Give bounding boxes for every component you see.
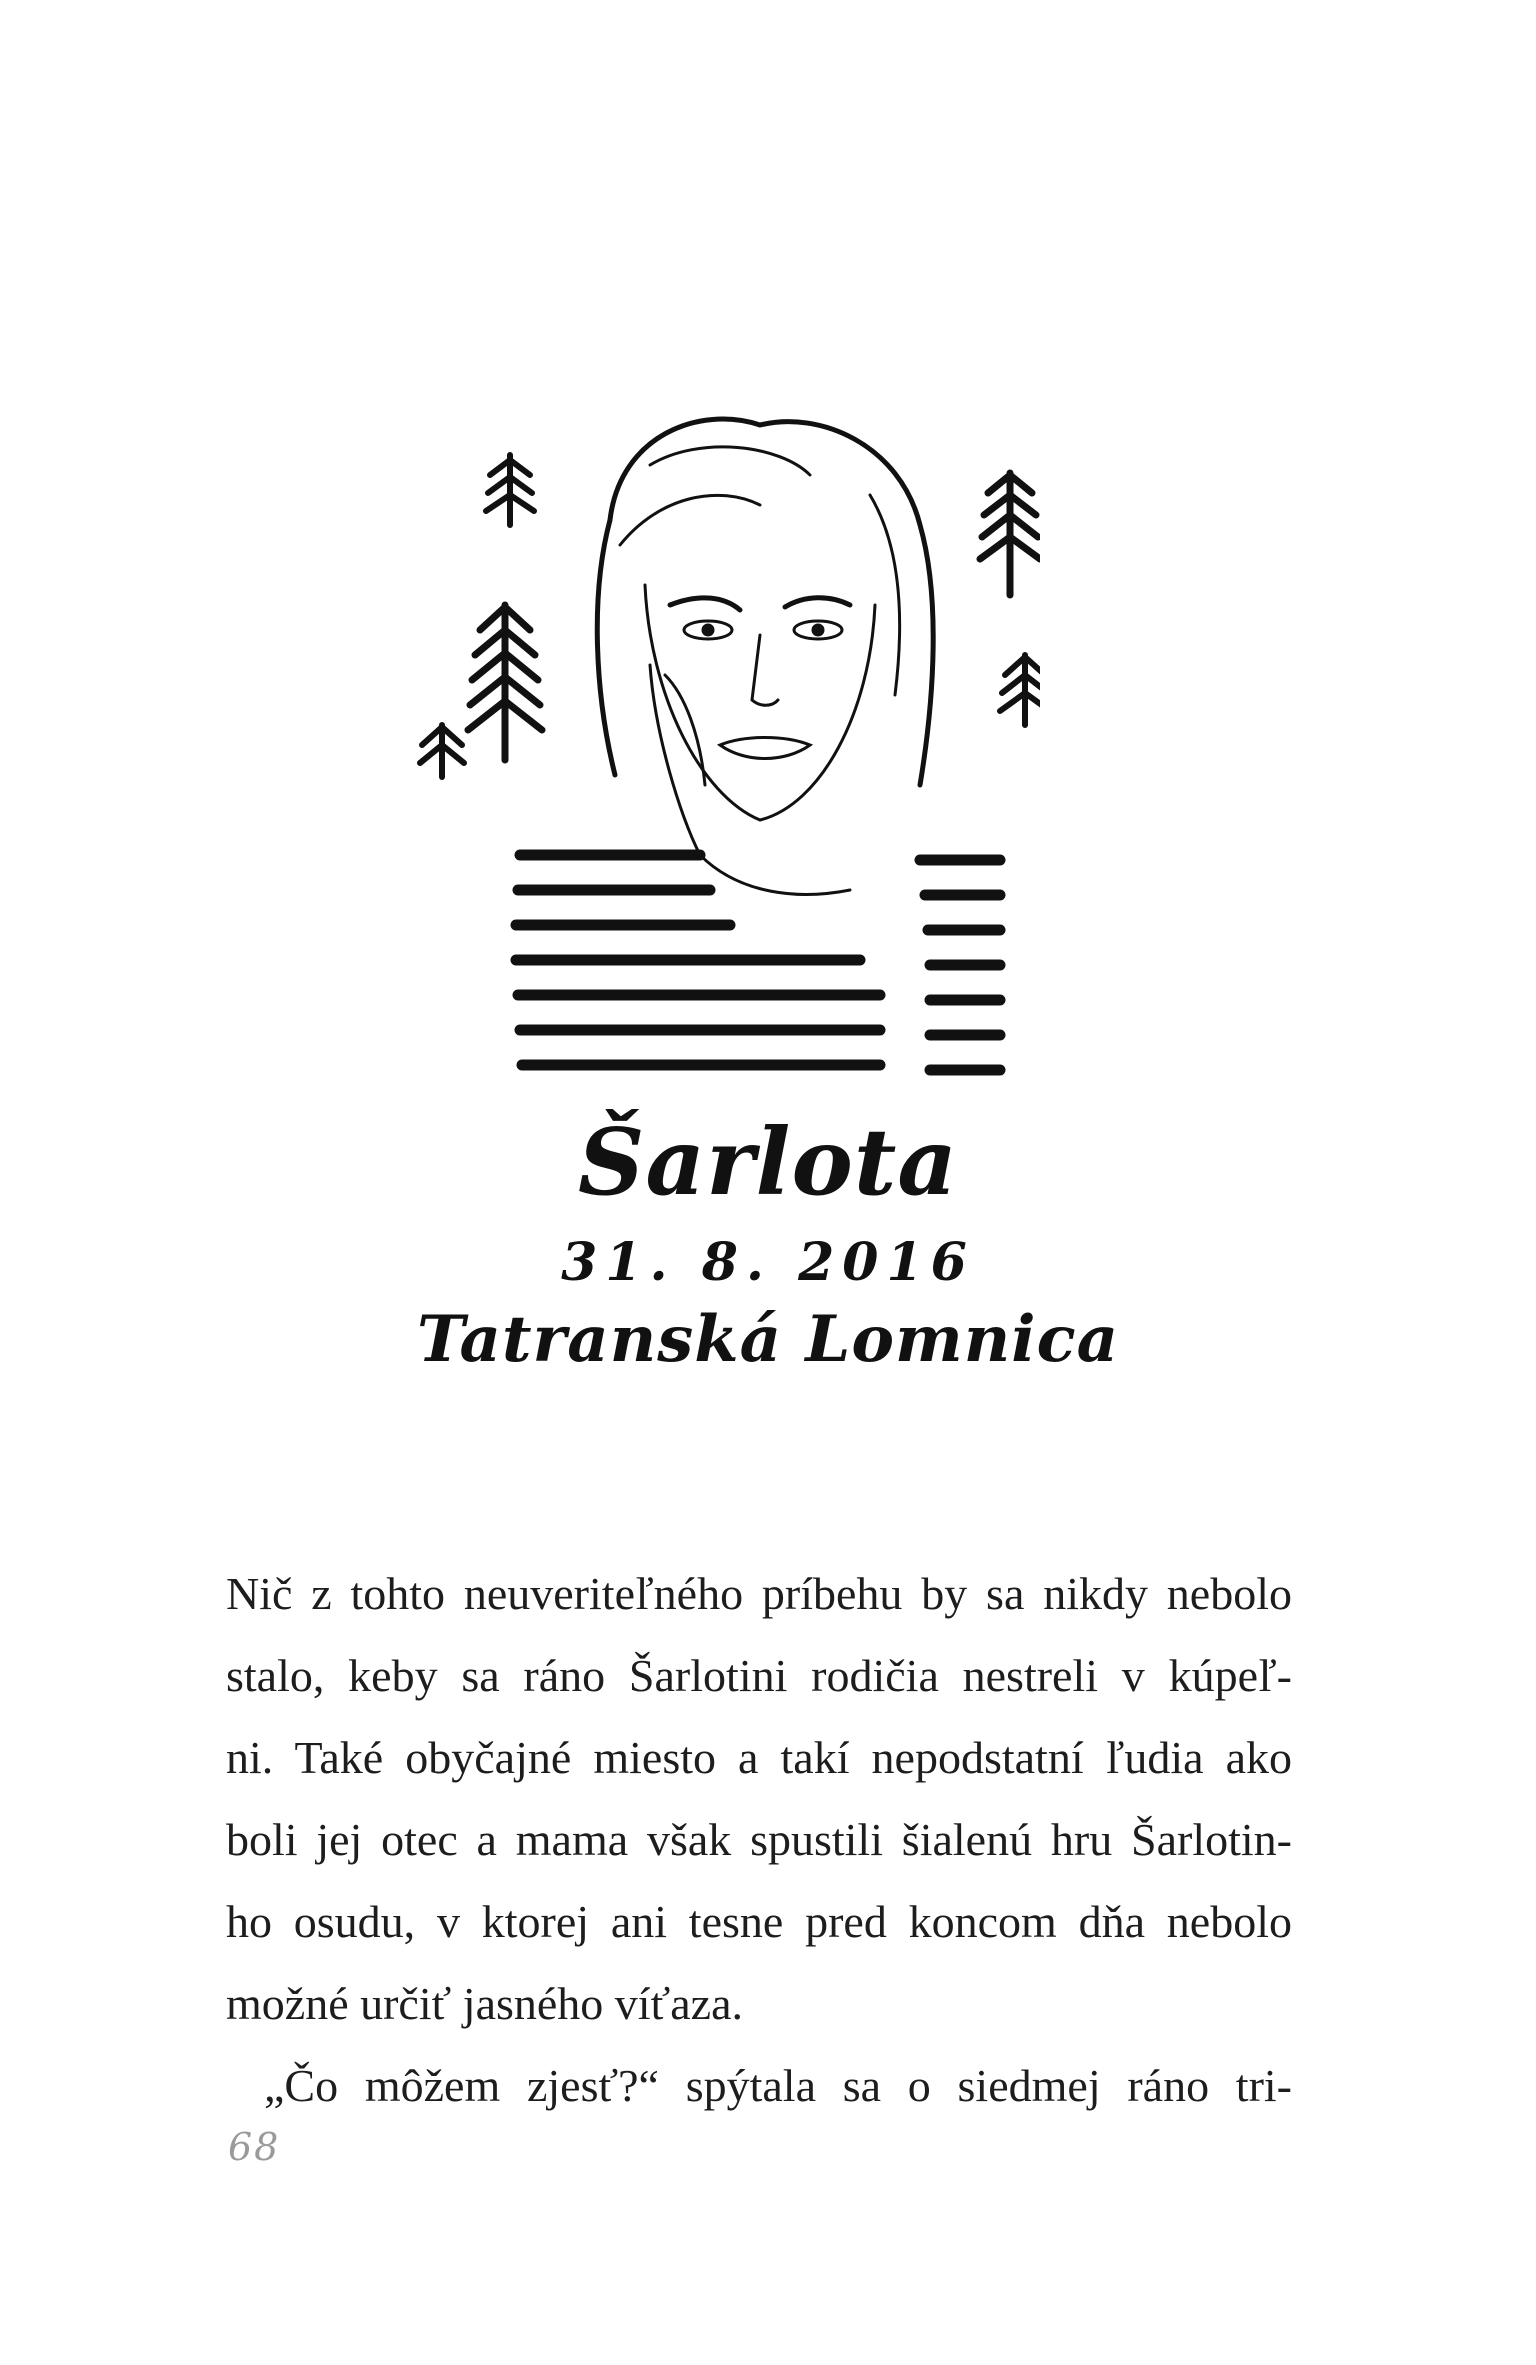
text-line: stalo, keby sa ráno Šarlotini rodičia nestreli v kúpeľ- [226, 1650, 1292, 1701]
chapter-place: Tatranská Lomnica [416, 1302, 1120, 1377]
pine-tree-icon [1000, 655, 1040, 725]
text-line: boli jej otec a mama však spustili šialenú hru Šarlotin- [226, 1814, 1292, 1865]
page-number: 68 [228, 2125, 281, 2169]
pine-tree-icon [486, 455, 534, 525]
text-line: možné určiť jasného víťaza. [226, 1978, 743, 2029]
chapter-body [226, 1553, 1292, 2127]
text-line: Nič z tohto neuveriteľného príbehu by sa nikdy nebolo [226, 1568, 1292, 1619]
chapter-date: 31. 8. 2016 [561, 1232, 975, 1293]
pine-tree-icon [468, 605, 542, 760]
text-line: „Čo môžem zjesť?“ spýtala sa o siedmej ráno tri- [264, 2060, 1292, 2111]
text-line: ho osudu, v ktorej ani tesne pred koncom dňa nebolo [226, 1896, 1292, 1947]
pine-tree-icon [420, 725, 464, 777]
portrait-illustration [400, 315, 1040, 1085]
pine-tree-icon [980, 473, 1040, 595]
text-line: ni. Také obyčajné miesto a takí nepodstatní ľudia ako [226, 1732, 1292, 1783]
character-name: Šarlota [578, 1108, 958, 1216]
